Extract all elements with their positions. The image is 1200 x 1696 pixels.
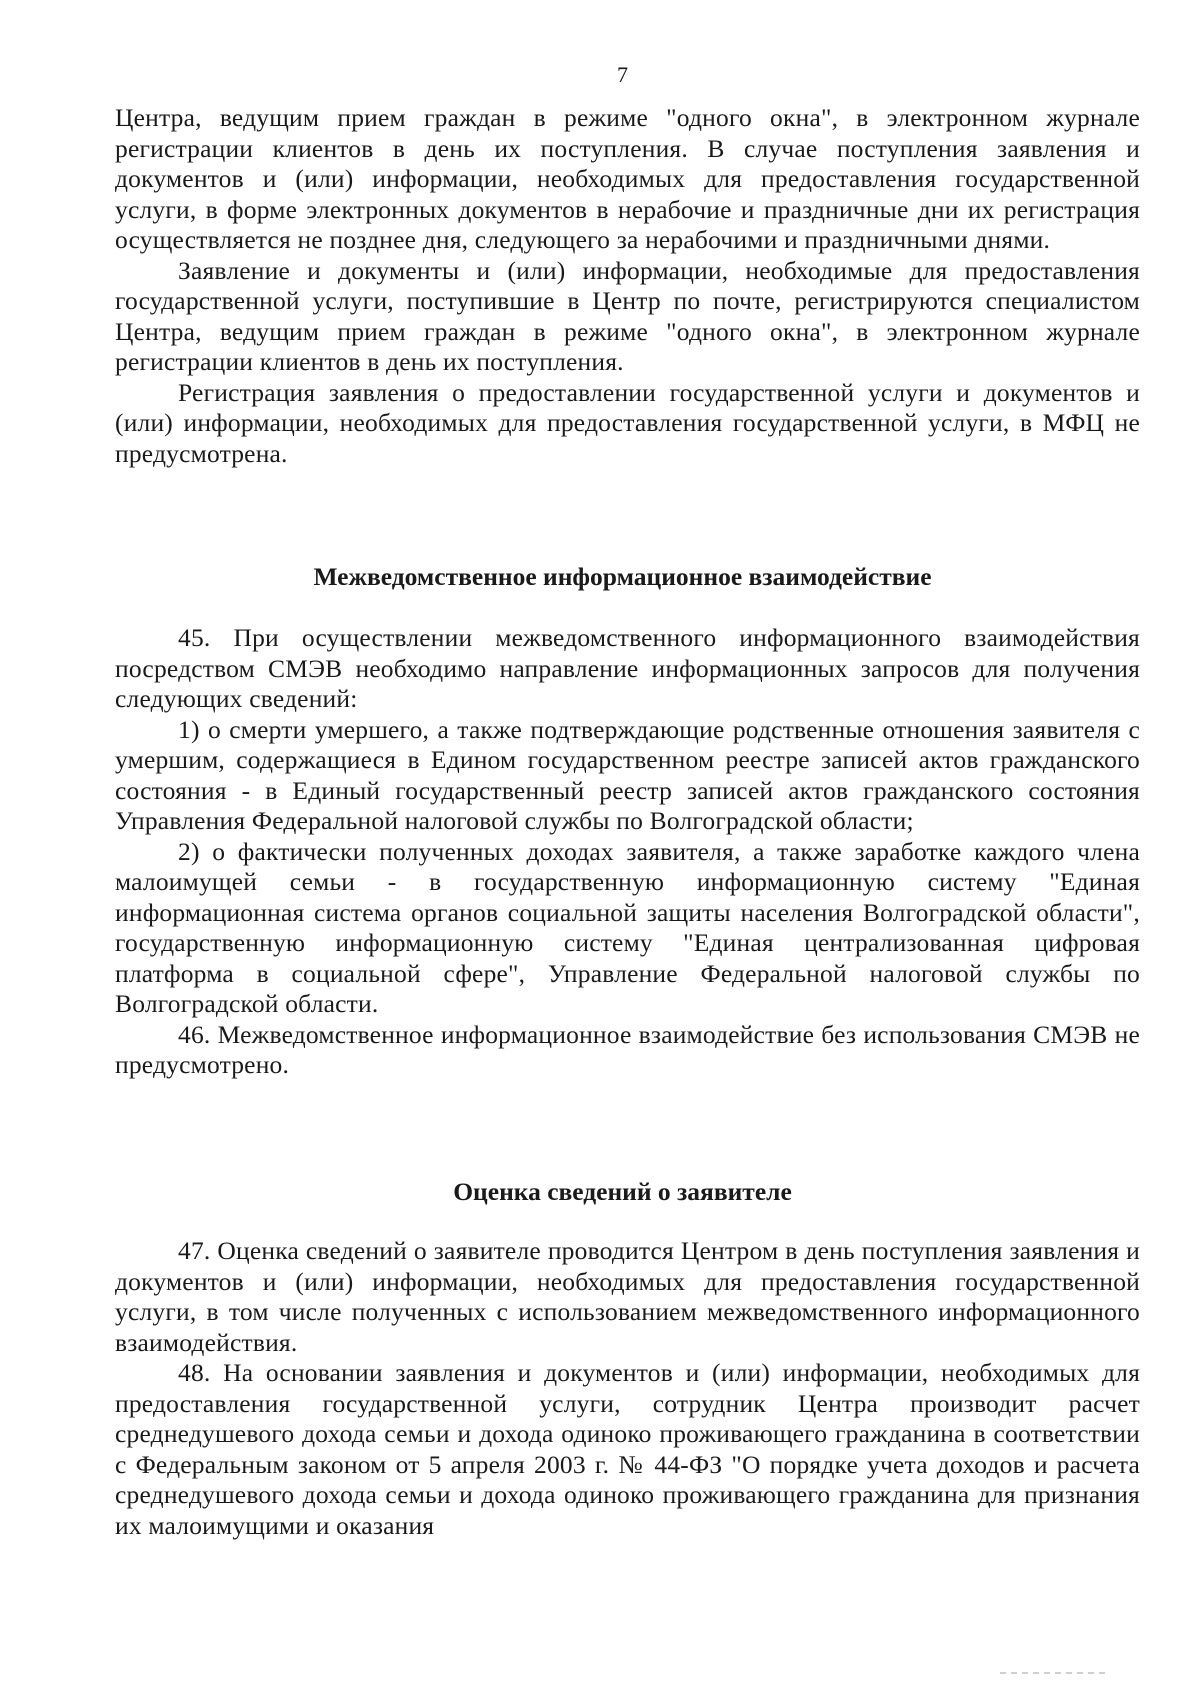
section-heading-interagency: Межведомственное информационное взаимодействие bbox=[313, 562, 932, 591]
paragraph-item-45: 45. При осуществлении межведомственного информационного взаимодействия посредством СМЭВ необходимо направление информационных запросов для получения следующих сведений: bbox=[115, 623, 1140, 713]
paragraph-mail-registration: Заявление и документы и (или) информации, необходимые для предоставления государственной услуги, поступившие в Центр по почте, регистрируются специалистом Центра, ведущим прием граждан в режиме "одного окна", в электронном журнале регистрации клиентов в день их поступления. bbox=[115, 255, 1140, 376]
text-block-interagency bbox=[115, 623, 1140, 1081]
paragraph-item-46: 46. Межведомственное информационное взаимодействие без использования СМЭВ не предусмотрено. bbox=[115, 1019, 1140, 1079]
paragraph-subitem-2: 2) о фактически полученных доходах заявителя, а также заработке каждого члена малоимущей семьи - в государственную информационную систему "Единая информационная система органов социальной защиты населения Волгоградской области", государственную информационную систему "Единая централизованная цифровая платформа в социальной сфере", Управление Федеральной налоговой службы по Волгоградской области. bbox=[115, 836, 1140, 1018]
paragraph-item-47: 47. Оценка сведений о заявителе проводится Центром в день поступления заявления и документов и (или) информации, необходимых для предоставления государственной услуги, в том числе полученных с использованием межведомственного информационного взаимодействия. bbox=[115, 1236, 1140, 1357]
scan-artifact bbox=[1000, 1672, 1110, 1674]
text-block-registration bbox=[115, 103, 1140, 469]
paragraph-subitem-1: 1) о смерти умершего, а также подтверждающие родственные отношения заявителя с умершим, содержащиеся в Едином государственном реестре записей актов гражданского состояния - в Единый государственный реестр записей актов гражданского состояния Управления Федеральной налоговой службы по Волгоградской области; bbox=[115, 714, 1140, 835]
paragraph-mfc-registration: Регистрация заявления о предоставлении государственной услуги и документов и (или) информации, необходимых для предоставления государственной услуги, в МФЦ не предусмотрена. bbox=[115, 377, 1140, 468]
paragraph-continuation: Центра, ведущим прием граждан в режиме "одного окна", в электронном журнале регистрации клиентов в день их поступления. В случае поступления заявления и документов и (или) информации, необходимых для предоставления государственной услуги, в форме электронных документов в нерабочие и праздничные дни их регистрация осуществляется не позднее дня, следующего за нерабочими и праздничными днями. bbox=[115, 103, 1140, 254]
page-number: 7 bbox=[617, 62, 628, 87]
text-block-assessment bbox=[115, 1236, 1140, 1541]
section-heading-applicant-assessment: Оценка сведений о заявителе bbox=[453, 1177, 792, 1206]
paragraph-item-48: 48. На основании заявления и документов и (или) информации, необходимых для предоставления государственной услуги, сотрудник Центра производит расчет среднедушевого дохода семьи и дохода одиноко проживающего гражданина в соответствии с Федеральным законом от 5 апреля 2003 г. № 44-ФЗ "О порядке учета доходов и расчета среднедушевого дохода семьи и дохода одиноко проживающего гражданина для признания их малоимущими и оказания bbox=[115, 1358, 1140, 1540]
